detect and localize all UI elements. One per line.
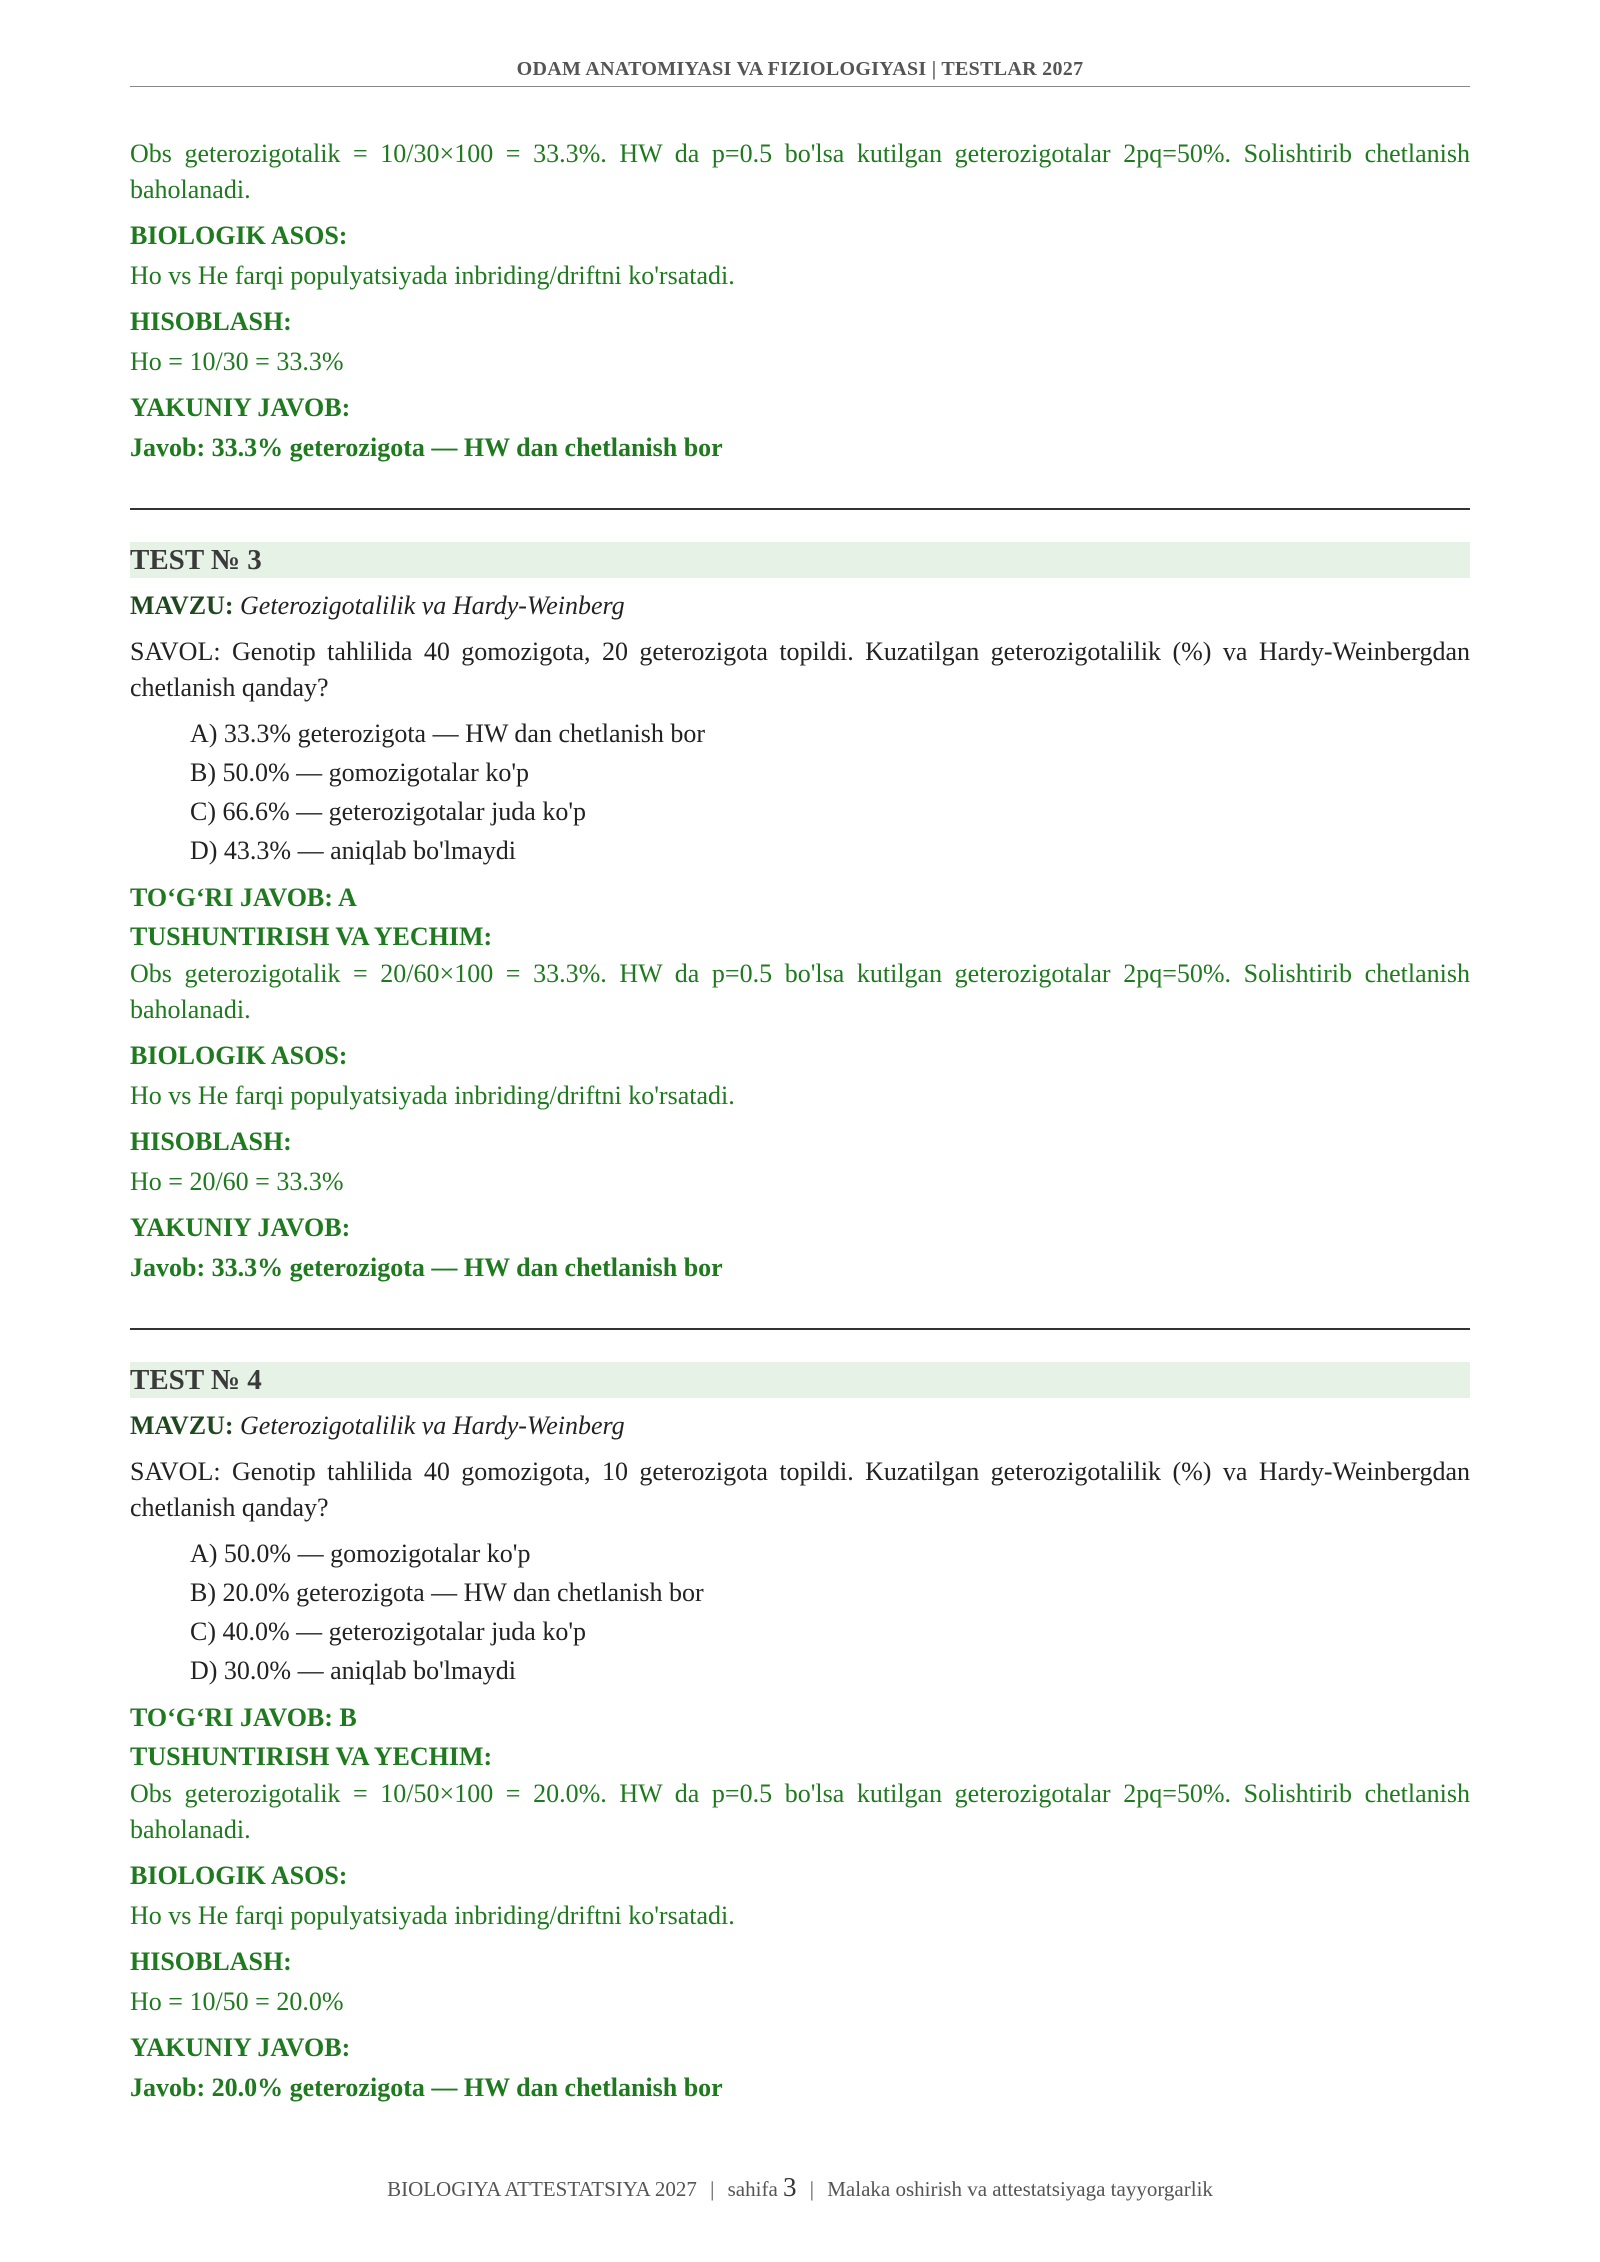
final-label: YAKUNIY JAVOB: <box>130 2033 351 2062</box>
final-answer: Javob: 20.0% geterozigota — HW dan chetlanish bor <box>130 2073 723 2102</box>
footer-right: Malaka oshirish va attestatsiyaga tayyorgarlik <box>827 2177 1213 2201</box>
test-title: TEST № 3 <box>130 542 1470 578</box>
question-text: SAVOL: Genotip tahlilida 40 gomozigota, 10 geterozigota topildi. Kuzatilgan geterozigotalilik (%) va Hardy-Weinbergdan chetlanish qanday? <box>130 1457 1470 1522</box>
topic-label: MAVZU: <box>130 591 234 620</box>
final-answer: Javob: 33.3% geterozigota — HW dan chetlanish bor <box>130 433 723 462</box>
option-a: A) 50.0% — gomozigotalar ko'p <box>190 1539 531 1568</box>
calc-text: Ho = 10/50 = 20.0% <box>130 1987 344 2016</box>
footer-page-word: sahifa <box>727 2177 778 2201</box>
page-number: 3 <box>783 2172 797 2202</box>
explain-label: TUSHUNTIRISH VA YECHIM: <box>130 1742 493 1771</box>
options-list <box>190 714 1470 870</box>
calc-text: Ho = 20/60 = 33.3% <box>130 1167 344 1196</box>
section-divider <box>130 1328 1470 1330</box>
option-c: C) 66.6% — geterozigotalar juda ko'p <box>190 797 587 826</box>
option-b: B) 20.0% geterozigota — HW dan chetlanish bor <box>190 1578 704 1607</box>
topic-text: Geterozigotalilik va Hardy-Weinberg <box>240 591 625 620</box>
bio-text: Ho vs He farqi populyatsiyada inbriding/driftni ko'rsatadi. <box>130 1081 735 1110</box>
option-c: C) 40.0% — geterozigotalar juda ko'p <box>190 1617 587 1646</box>
option-d: D) 30.0% — aniqlab bo'lmaydi <box>190 1656 517 1685</box>
correct-answer: TO‘G‘RI JAVOB: A <box>130 883 357 912</box>
page-content <box>130 136 1470 2106</box>
question-text: SAVOL: Genotip tahlilida 40 gomozigota, 20 geterozigota topildi. Kuzatilgan geterozigotalilik (%) va Hardy-Weinbergdan chetlanish qanday? <box>130 637 1470 702</box>
bio-text: Ho vs He farqi populyatsiyada inbriding/driftni ko'rsatadi. <box>130 261 735 290</box>
footer-left: BIOLOGIYA ATTESTATSIYA 2027 <box>387 2177 697 2201</box>
page-footer <box>0 2172 1600 2203</box>
explain-label: TUSHUNTIRISH VA YECHIM: <box>130 922 493 951</box>
final-label: YAKUNIY JAVOB: <box>130 1213 351 1242</box>
bio-text: Ho vs He farqi populyatsiyada inbriding/driftni ko'rsatadi. <box>130 1901 735 1930</box>
calc-text: Ho = 10/30 = 33.3% <box>130 347 344 376</box>
calc-label: HISOBLASH: <box>130 307 292 336</box>
option-b: B) 50.0% — gomozigotalar ko'p <box>190 758 530 787</box>
test-continuation <box>130 136 1470 466</box>
explanation-text: Obs geterozigotalik = 10/50×100 = 20.0%. HW da p=0.5 bo'lsa kutilgan geterozigotalar 2pq=50%. Solishtirib chetlanish baholanadi. <box>130 1779 1470 1844</box>
bio-label: BIOLOGIK ASOS: <box>130 1861 348 1890</box>
correct-answer: TO‘G‘RI JAVOB: B <box>130 1703 357 1732</box>
calc-label: HISOBLASH: <box>130 1947 292 1976</box>
explanation-text: Obs geterozigotalik = 20/60×100 = 33.3%. HW da p=0.5 bo'lsa kutilgan geterozigotalar 2pq=50%. Solishtirib chetlanish baholanadi. <box>130 959 1470 1024</box>
final-answer: Javob: 33.3% geterozigota — HW dan chetlanish bor <box>130 1253 723 1282</box>
test-title: TEST № 4 <box>130 1362 1470 1398</box>
test-4 <box>130 1362 1470 2106</box>
page-header: ODAM ANATOMIYASI VA FIZIOLOGIYASI | TESTLAR 2027 <box>516 58 1084 80</box>
footer-separator: | <box>809 2177 814 2201</box>
topic-line <box>130 588 1470 624</box>
header-rule <box>130 86 1470 87</box>
option-a: A) 33.3% geterozigota — HW dan chetlanish bor <box>190 719 706 748</box>
section-divider <box>130 508 1470 510</box>
test-3 <box>130 542 1470 1286</box>
footer-separator: | <box>710 2177 715 2201</box>
final-label: YAKUNIY JAVOB: <box>130 393 351 422</box>
topic-label: MAVZU: <box>130 1411 234 1440</box>
bio-label: BIOLOGIK ASOS: <box>130 221 348 250</box>
options-list <box>190 1534 1470 1690</box>
calc-label: HISOBLASH: <box>130 1127 292 1156</box>
topic-text: Geterozigotalilik va Hardy-Weinberg <box>240 1411 625 1440</box>
topic-line <box>130 1408 1470 1444</box>
bio-label: BIOLOGIK ASOS: <box>130 1041 348 1070</box>
option-d: D) 43.3% — aniqlab bo'lmaydi <box>190 836 517 865</box>
explanation-text: Obs geterozigotalik = 10/30×100 = 33.3%. HW da p=0.5 bo'lsa kutilgan geterozigotalar 2pq=50%. Solishtirib chetlanish baholanadi. <box>130 139 1470 204</box>
